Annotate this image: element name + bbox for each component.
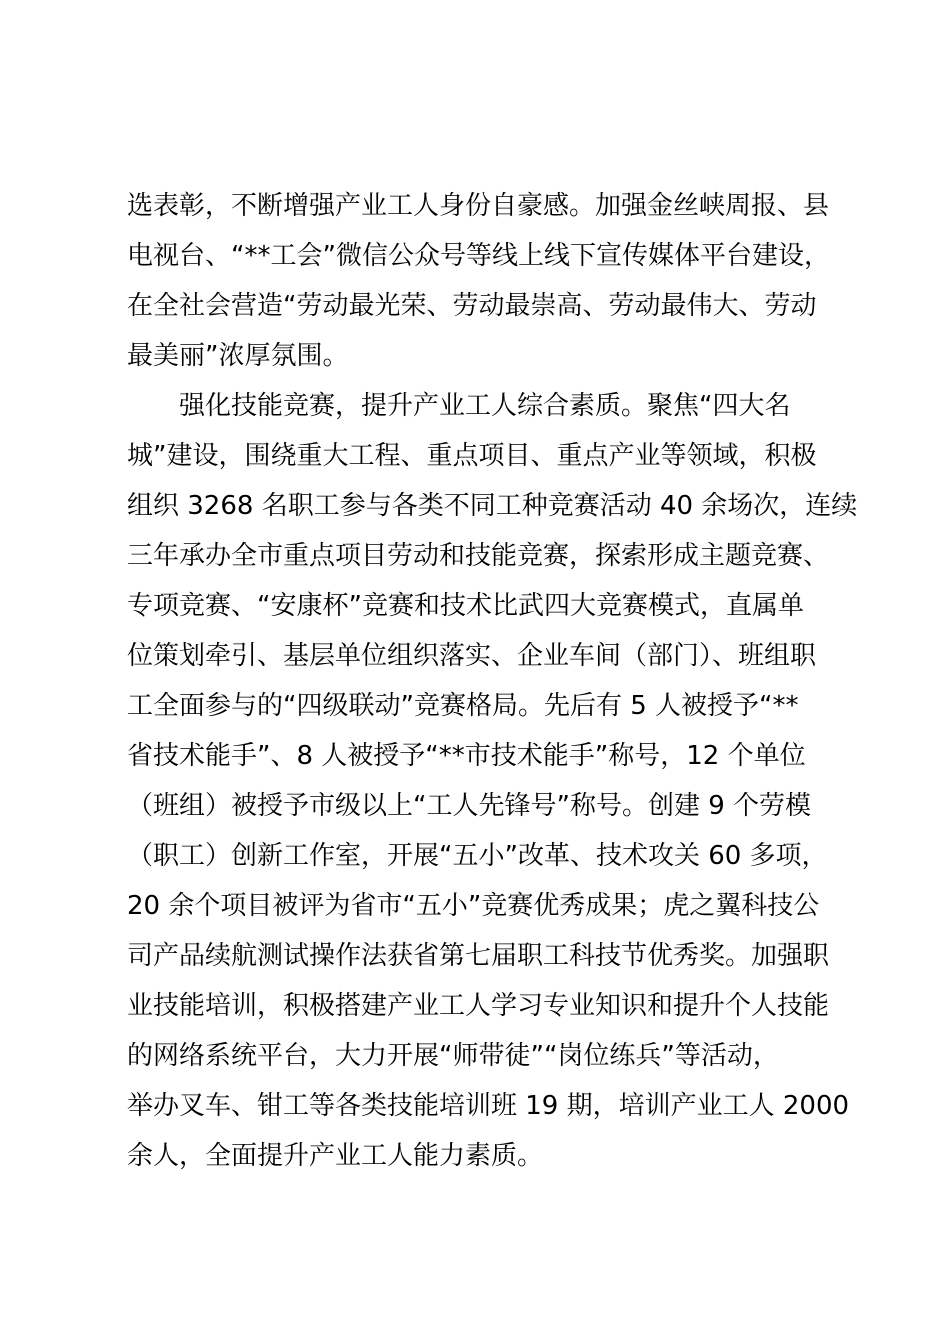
text-line: （班组）被授予市级以上“工人先锋号”称号。创建 9 个劳模	[127, 791, 812, 821]
text-line: 专项竞赛、“安康杯”竞赛和技术比武四大竞赛模式，直属单	[127, 591, 804, 621]
text-line: 在全社会营造“劳动最光荣、劳动最崇高、劳动最伟大、劳动	[127, 291, 817, 321]
text-line: 司产品续航测试操作法获省第七届职工科技节优秀奖。加强职	[127, 941, 830, 971]
text-line: 位策划牵引、基层单位组织落实、企业车间（部门）、班组职	[127, 641, 817, 671]
text-line: 最美丽”浓厚氛围。	[127, 341, 349, 371]
text-line: 强化技能竞赛，提升产业工人综合素质。聚焦“四大名	[179, 391, 791, 421]
text-line: 三年承办全市重点项目劳动和技能竞赛，探索形成主题竞赛、	[127, 541, 830, 571]
text-line: 电视台、“**工会”微信公众号等线上线下宣传媒体平台建设，	[127, 241, 830, 271]
text-line: 余人，全面提升产业工人能力素质。	[127, 1141, 544, 1171]
text-line: 20 余个项目被评为省市“五小”竞赛优秀成果；虎之翼科技公	[127, 891, 820, 921]
text-line: 省技术能手”、8 人被授予“**市技术能手”称号，12 个单位	[127, 741, 806, 771]
text-line: 的网络系统平台，大力开展“师带徒”“岗位练兵”等活动，	[127, 1041, 779, 1071]
text-line: 举办叉车、钳工等各类技能培训班 19 期，培训产业工人 2000	[127, 1091, 850, 1121]
text-line: 选表彰，不断增强产业工人身份自豪感。加强金丝峡周报、县	[127, 191, 830, 221]
text-line: 组织 3268 名职工参与各类不同工种竞赛活动 40 余场次，连续	[127, 491, 858, 521]
text-line: 业技能培训，积极搭建产业工人学习专业知识和提升个人技能	[127, 991, 830, 1021]
text-line: 工全面参与的“四级联动”竞赛格局。先后有 5 人被授予“**	[127, 691, 799, 721]
text-line: 城”建设，围绕重大工程、重点项目、重点产业等领域，积极	[127, 441, 817, 471]
text-line: （职工）创新工作室，开展“五小”改革、技术攻关 60 多项，	[127, 841, 828, 871]
